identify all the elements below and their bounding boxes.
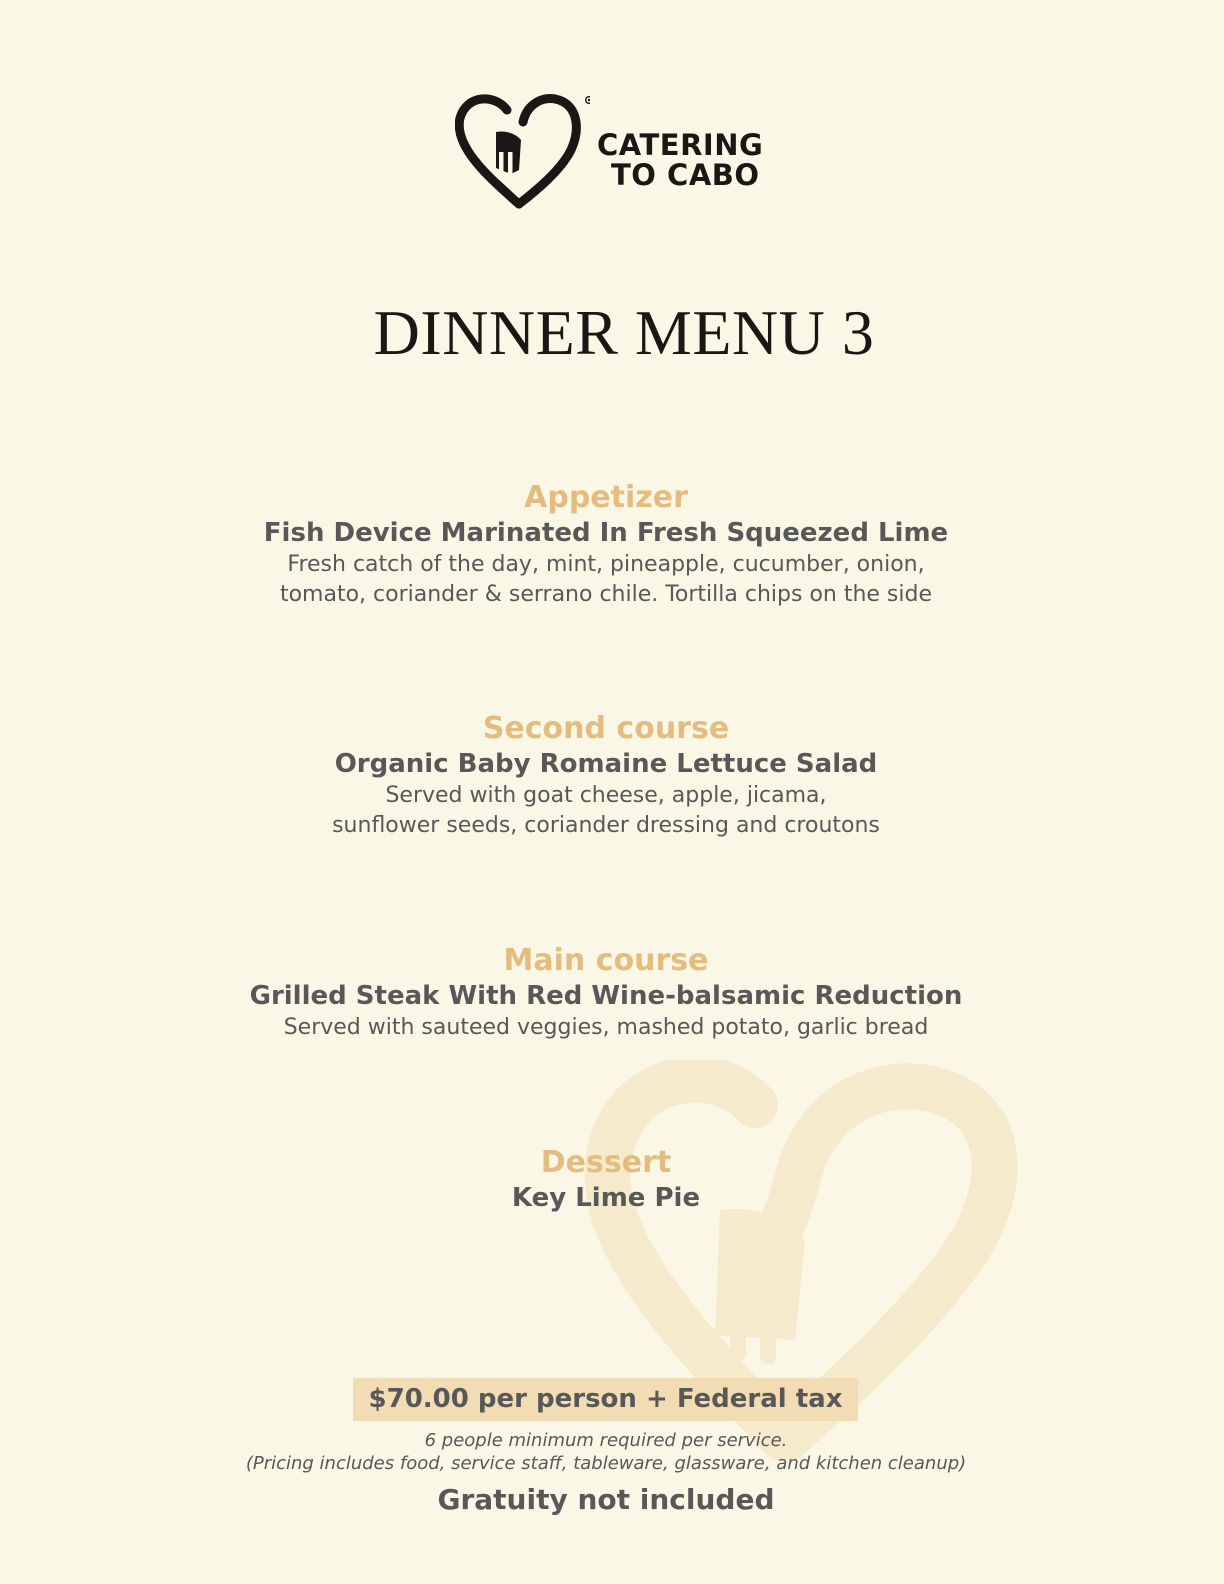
course-dish: Key Lime Pie: [511, 1183, 701, 1213]
minimum-note: 6 people minimum required per service.: [424, 1430, 788, 1451]
course-dish: Fish Device Marinated In Fresh Squeezed Lime: [263, 518, 949, 548]
page-title: DINNER MENU 3: [373, 297, 875, 368]
logo-line-2: TO CABO: [611, 158, 760, 192]
course-description-line: Fresh catch of the day, mint, pineapple, cucumber, onion,: [287, 552, 925, 577]
course-label: Main course: [503, 943, 709, 978]
course-description-line: Served with goat cheese, apple, jicama,: [385, 783, 827, 808]
course-label: Appetizer: [524, 480, 688, 515]
gratuity-note: Gratuity not included: [437, 1483, 775, 1516]
course-appetizer: [0, 480, 1212, 610]
logo-line-1: CATERING: [597, 128, 764, 162]
price-highlight: $70.00 per person + Federal tax: [353, 1378, 858, 1421]
course-description-line: Served with sauteed veggies, mashed potato, garlic bread: [283, 1015, 929, 1040]
course-label: Second course: [482, 711, 730, 746]
course-main: [0, 943, 1212, 1043]
course-label: Dessert: [540, 1145, 672, 1180]
course-dish: Grilled Steak With Red Wine-balsamic Reduction: [249, 981, 963, 1011]
heart-fork-icon: [455, 92, 590, 210]
course-description-line: tomato, coriander & serrano chile. Tortilla chips on the side: [279, 582, 933, 607]
includes-note: (Pricing includes food, service staff, tableware, glassware, and kitchen cleanup): [245, 1453, 967, 1474]
course-dessert: [0, 1145, 1212, 1215]
logo-wordmark: [597, 130, 763, 190]
course-second: [0, 711, 1212, 841]
course-description-line: sunflower seeds, coriander dressing and croutons: [332, 813, 880, 838]
logo: [455, 92, 775, 212]
course-dish: Organic Baby Romaine Lettuce Salad: [334, 749, 878, 779]
